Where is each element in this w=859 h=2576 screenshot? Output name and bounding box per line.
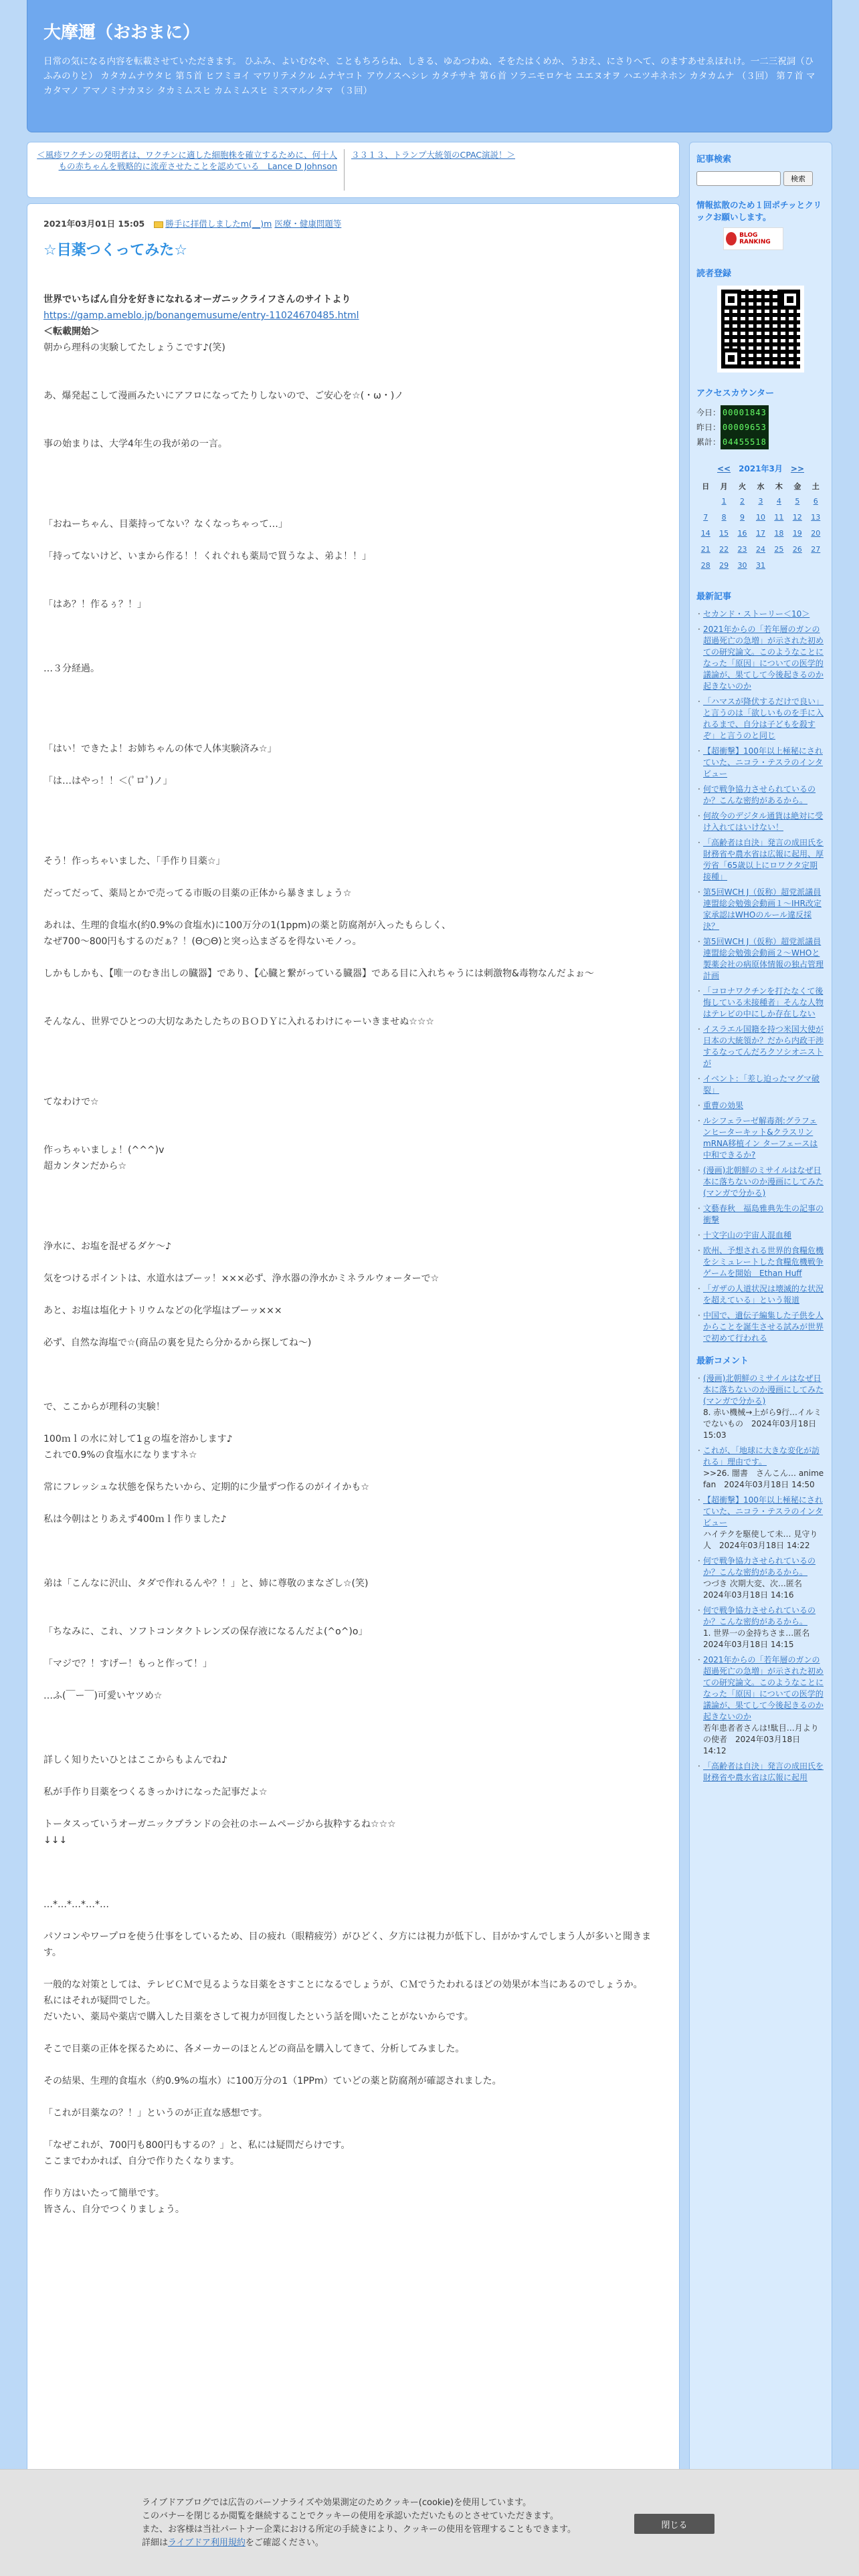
recent-comments bbox=[696, 1373, 825, 1784]
article-paragraph bbox=[43, 1913, 663, 1929]
calendar-day[interactable]: 17 bbox=[755, 528, 765, 538]
article-paragraph bbox=[43, 532, 663, 548]
calendar-day bbox=[770, 557, 788, 573]
article-paragraph: そんなん、世界でひとつの大切なあたしたちのＢＯＤＹに入れるわけにゃーいきませぬ☆☆☆ bbox=[43, 1016, 434, 1027]
recent-article-link[interactable]: 【超衝撃】100年以上極秘にされていた、ニコラ・テスラのインタビュー bbox=[703, 746, 824, 778]
article-paragraph: 必ず、自然な海塩で☆(商品の裏を見たら分かるから探してね〜) bbox=[43, 1337, 312, 1348]
calendar-next-link[interactable]: >> bbox=[790, 464, 804, 473]
list-item bbox=[696, 1100, 825, 1111]
article-paragraph: で、ここからが理科の実験！ bbox=[43, 1402, 165, 1412]
article-paragraph bbox=[43, 1190, 663, 1206]
article-paragraph: 世界でいちばん自分を好きになれるオーガニックライフさんのサイトより bbox=[43, 294, 351, 305]
article-paragraph bbox=[43, 2169, 663, 2185]
calendar-prev-link[interactable]: << bbox=[717, 464, 731, 473]
article-paragraph bbox=[43, 821, 663, 837]
calendar-day[interactable]: 21 bbox=[700, 544, 710, 554]
calendar-day[interactable]: 20 bbox=[811, 528, 821, 538]
article-paragraph: 事の始まりは、大学4年生の我が弟の一言。 bbox=[43, 439, 227, 449]
calendar-weekday: 木 bbox=[775, 482, 783, 491]
search-button[interactable]: 検索 bbox=[783, 171, 813, 186]
article-paragraph bbox=[43, 1222, 663, 1239]
article-paragraph: 「ちなみに、これ、ソフトコンタクトレンズの保存液になるんだよ(^o^)o」 bbox=[43, 1626, 368, 1637]
comments-heading: 最新コメント bbox=[696, 1356, 749, 1366]
article-meta bbox=[43, 217, 663, 229]
article-paragraph bbox=[43, 1078, 663, 1094]
article-paragraph bbox=[43, 725, 663, 741]
article-paragraph: 「おねーちゃん、目薬持ってない？なくなっちゃって…」 bbox=[43, 519, 288, 530]
article-paragraph bbox=[43, 1463, 663, 1479]
blog-description: 日常の気になる内容を転載させていただきます。 ひふみ、よいむなや、こともちろらね、しきる、ゆゐつわぬ、そをたはくめか、うおえ、にさりへて、のますあせゑほれけ。一二三祝詞（ひふみのりと） カタカムナウタヒ 第５首 ヒフミヨイ マワリテメクル ムナヤコト アウノスヘシレ カタチサキ 第６首 ソラニモロケセ ユエヌオヲ ハエツヰネホン カタカムナ （３回） 第７首 マカタマノ アマノミナカヌシ タカミムスヒ カムミムスヒ ミスマルノタマ （３回） bbox=[43, 56, 816, 96]
comment-meta: ハイテクを駆使して未… 見守り人 2024年03月18日 14:22 bbox=[703, 1529, 818, 1550]
article-paragraph bbox=[43, 1319, 663, 1335]
cookie-close-button[interactable]: 閉じる bbox=[634, 2514, 714, 2534]
access-counter bbox=[696, 405, 825, 449]
sidebar bbox=[689, 142, 832, 2576]
article-paragraph bbox=[43, 1255, 663, 1271]
comment-article-link[interactable]: これが、「地球に大きな変化が訪れる」理由です。 bbox=[703, 1446, 820, 1467]
calendar-day[interactable]: 8 bbox=[721, 512, 727, 522]
calendar-weekday: 水 bbox=[757, 482, 765, 491]
article-paragraph: 一般的な対策としては、テレビＣＭで見るような目薬をさすことになるでしょうが、ＣＭでうたわれるほどの効果が本当にあるのでしょうか。 bbox=[43, 1979, 643, 1990]
article-paragraph: パソコンやワープロを使う仕事をしているため、目の疲れ（眼精疲労）がひどく、夕方には視力が低下し、目がかすんでしまう人が多いと聞きます。 bbox=[43, 1931, 652, 1958]
comment-meta: つづき 次期大変、次…匿名 2024年03月18日 14:16 bbox=[703, 1579, 810, 1600]
article-paragraph bbox=[43, 789, 663, 805]
recent-article-link[interactable]: 第5回WCH J（仮称）超党派議員連盟総会勉強会動画２〜WHOと製薬会社の病原体情報の独占管理計画 bbox=[703, 937, 824, 980]
article-paragraph bbox=[43, 468, 663, 484]
article-paragraph: 「は…はやっ！！＜(ﾟロﾟ)ノ」 bbox=[43, 776, 173, 786]
list-item bbox=[696, 936, 825, 982]
category-link[interactable]: 勝手に拝借しましたm(__)m bbox=[165, 219, 272, 229]
article-paragraph bbox=[43, 757, 663, 773]
article-paragraph: 皆さん、自分でつくりましょう。 bbox=[43, 2204, 185, 2215]
article-paragraph bbox=[43, 1881, 663, 1897]
counter-row bbox=[696, 420, 825, 435]
article-paragraph: ここまでわかれば、自分で作りたくなります。 bbox=[43, 2156, 240, 2167]
list-item bbox=[696, 746, 825, 780]
calendar-day[interactable]: 2 bbox=[740, 496, 745, 506]
cookie-text-line: このバナーを閉じるか閲覧を継続することでクッキーの使用を承認いただいたものとさせていただきます。 bbox=[142, 2511, 559, 2521]
article-paragraph: 私にはそれが疑問でした。 bbox=[43, 1996, 156, 2006]
counter-row bbox=[696, 435, 825, 449]
article-paragraph bbox=[43, 1527, 663, 1543]
list-item bbox=[696, 1073, 825, 1096]
article-paragraph bbox=[43, 1736, 663, 1752]
calendar-day[interactable]: 26 bbox=[792, 544, 802, 554]
comment-article-link[interactable]: 「高齢者は自決」発言の成田氏を財務省や農水省は広報に起用 bbox=[703, 1761, 824, 1782]
article-paragraph bbox=[43, 1848, 663, 1864]
calendar-day bbox=[696, 493, 714, 509]
article-paragraph: てなわけで☆ bbox=[43, 1097, 99, 1107]
article-paragraph bbox=[43, 645, 663, 661]
list-item bbox=[696, 1203, 825, 1226]
article-paragraph bbox=[43, 1592, 663, 1608]
list-item bbox=[696, 1024, 825, 1069]
article-paragraph bbox=[43, 484, 663, 500]
calendar-day bbox=[788, 557, 806, 573]
calendar-day[interactable]: 30 bbox=[737, 560, 747, 570]
recent-article-link[interactable]: 「コロナワクチンを打たなくて後悔している未接種者」そんな人物はテレビの中にしか存在しない bbox=[703, 986, 824, 1018]
list-item bbox=[696, 1115, 825, 1161]
calendar-weekday: 日 bbox=[702, 482, 710, 491]
recent-article-link[interactable]: 「高齢者は自決」発言の成田氏を財務省や農水省は広報に起用、厚労省「65歳以上にロワクタ定期接種」 bbox=[703, 838, 824, 881]
qr-code-icon[interactable] bbox=[717, 286, 804, 372]
counter-label: 昨日： bbox=[696, 423, 721, 432]
article-paragraph: …３分経過。 bbox=[43, 663, 100, 674]
recent-article-link[interactable]: 文藝春秋 福島雅典先生の記事の衝撃 bbox=[703, 1204, 824, 1224]
article-paragraph bbox=[43, 837, 663, 853]
calendar-day[interactable]: 12 bbox=[792, 512, 802, 522]
article-paragraph: ＜転載開始＞ bbox=[43, 326, 100, 337]
article-paragraph bbox=[43, 998, 663, 1014]
comment-meta: >>26. 闇書 さんこん… anime fan 2024年03月18日 14:50 bbox=[703, 1469, 824, 1489]
calendar-weekday: 土 bbox=[812, 482, 820, 491]
calendar-day[interactable]: 1 bbox=[721, 496, 727, 506]
article-paragraph bbox=[43, 1800, 663, 1816]
category-link[interactable]: 医療・健康問題等 bbox=[274, 219, 342, 229]
article-paragraph: 「マジで？！すげー！もっと作って！」 bbox=[43, 1658, 212, 1669]
calendar-day[interactable]: 29 bbox=[719, 560, 729, 570]
search-input[interactable] bbox=[696, 171, 781, 186]
counter-row bbox=[696, 405, 825, 420]
article-date: 2021年03月01日 15:05 bbox=[43, 219, 145, 229]
recent-articles bbox=[696, 609, 825, 1344]
comment-meta: 1. 世界一の金持ちさま…匿名 2024年03月18日 14:15 bbox=[703, 1628, 818, 1649]
article-title[interactable]: ☆目薬つくってみた☆ bbox=[43, 242, 188, 259]
calendar-weekday: 月 bbox=[720, 482, 728, 491]
article-paragraph: 作っちゃいましょ！(^^^)v bbox=[43, 1145, 165, 1156]
article-paragraph: 気をつけるポイントは、水道水はブーッ！×××必ず、浄水器の浄水かミネラルウォーターで☆ bbox=[43, 1273, 440, 1284]
article-paragraph bbox=[43, 1415, 663, 1431]
article-paragraph bbox=[43, 1287, 663, 1303]
calendar-day[interactable]: 19 bbox=[792, 528, 802, 538]
article-paragraph: ↓↓↓ bbox=[43, 1835, 68, 1846]
terms-link[interactable]: ライブドア利用規約 bbox=[168, 2538, 246, 2548]
article-paragraph bbox=[43, 1046, 663, 1062]
recent-article-link[interactable]: 第5回WCH J（仮称）超党派議員連盟総会勉強会動画１〜IHR改定家承認はWHOのルール違反採決？ bbox=[703, 887, 822, 931]
comment-meta: 若年患者者さんは!駄目…月よりの使者 2024年03月18日 14:12 bbox=[703, 1723, 819, 1755]
article-paragraph: 作り方はいたって簡単です。 bbox=[43, 2188, 165, 2199]
blog-header bbox=[27, 0, 832, 132]
article-paragraph: 「はい！できたよ！お姉ちゃんの体で人体実験済み☆」 bbox=[43, 744, 277, 754]
article-paragraph bbox=[43, 1704, 663, 1720]
cookie-text-line: をご確認ください。 bbox=[245, 2538, 324, 2548]
calendar-day[interactable]: 15 bbox=[719, 528, 729, 538]
article-paragraph bbox=[43, 869, 663, 885]
article-paragraph bbox=[43, 901, 663, 918]
recent-article-link[interactable]: 何で戦争協力させられているのか？こんな密約があるから。 bbox=[703, 784, 816, 805]
recent-article-link[interactable]: 2021年からの「若年層のガンの超過死亡の急増」が示された初めての研究論文。このようなことになった「原因」についての医学的議論が、果てして今後起きるのか起きないのか bbox=[703, 625, 824, 691]
recent-article-link[interactable]: ルシフェラーゼ解毒剤:グラフェンヒーターキット&クラスリンmRNA移植イン ターフェースは中和できるか? bbox=[703, 1116, 818, 1160]
reader-heading: 読者登録 bbox=[696, 269, 732, 279]
article-paragraph: トータスっていうオーガニックブランドの会社のホームページから抜粋するね☆☆☆ bbox=[43, 1819, 396, 1830]
article-paragraph: 朝から理科の実験してたしょうこです♪(笑) bbox=[43, 342, 225, 353]
article-paragraph bbox=[43, 1608, 663, 1624]
cookie-text bbox=[142, 2496, 597, 2550]
counter-value: 00001843 bbox=[721, 405, 769, 420]
article-paragraph: 浄水に、お塩を混ぜるダケ〜♪ bbox=[43, 1241, 171, 1252]
article-paragraph: そう！作っちゃいました、「手作り目薬☆」 bbox=[43, 856, 225, 867]
next-article-link[interactable]: ３３１３、トランプ大統領のCPAC演説！＞ bbox=[351, 150, 516, 160]
list-item bbox=[696, 887, 825, 932]
article-paragraph: あと、お塩は塩化ナトリウムなどの化学塩はブーッ××× bbox=[43, 1305, 282, 1316]
list-item bbox=[696, 1230, 825, 1241]
calendar-day[interactable]: 23 bbox=[737, 544, 747, 554]
article-paragraph: 私が手作り目薬をつくるきっかけになった記事だよ☆ bbox=[43, 1787, 268, 1798]
article-paragraph: …*…*…*…*… bbox=[43, 1899, 109, 1910]
calendar-day[interactable]: 13 bbox=[811, 512, 821, 522]
list-item bbox=[696, 986, 825, 1020]
article-paragraph: …ふ(￣ー￣)可愛いヤツめ☆ bbox=[43, 1691, 163, 1701]
article-paragraph bbox=[43, 1672, 663, 1688]
article-paragraph bbox=[43, 677, 663, 693]
article-paragraph: なぜ700〜800円もするのだぁ？！(Θ○Θ)と突っ込まざるを得ないモノっ。 bbox=[43, 936, 362, 947]
list-item bbox=[696, 1605, 825, 1650]
article-paragraph bbox=[43, 1560, 663, 1576]
comment-article-link[interactable]: 2021年からの「若年層のガンの超過死亡の急増」が示された初めての研究論文。このようなことになった「原因」についての医学的議論が、果てして今後起きるのか起きないのか bbox=[703, 1655, 824, 1721]
recent-article-link[interactable]: (漫画)北朝鮮のミサイルはなぜ日本に落ちないのか漫画にしてみた(マンガで分かる) bbox=[703, 1166, 824, 1198]
article-paragraph bbox=[43, 693, 663, 709]
comment-article-link[interactable]: (漫画)北朝鮮のミサイルはなぜ日本に落ちないのか漫画にしてみた(マンガで分かる) bbox=[703, 1374, 824, 1406]
article-paragraph bbox=[43, 500, 663, 516]
list-item bbox=[696, 1555, 825, 1601]
article-nav bbox=[27, 142, 680, 198]
counter-value: 04455518 bbox=[721, 435, 769, 449]
article-paragraph bbox=[43, 613, 663, 629]
article-paragraph: 「なぜこれが、700円も800円もするの？」と、私には疑問だらけです。 bbox=[43, 2140, 351, 2151]
article-paragraph bbox=[43, 1543, 663, 1560]
list-item bbox=[696, 1283, 825, 1306]
article-paragraph bbox=[43, 1110, 663, 1126]
cookie-text-line: 詳細は bbox=[142, 2538, 169, 2548]
search-box bbox=[696, 171, 825, 186]
article-paragraph bbox=[43, 1030, 663, 1046]
article-paragraph: その結果、生理的食塩水（約0.9%の塩水）に100万分の1（1PPm）ていどの薬と防腐剤が確認されました。 bbox=[43, 2076, 502, 2086]
calendar bbox=[696, 463, 825, 573]
ranking-label: BLOG RANKING bbox=[739, 232, 771, 245]
article-paragraph bbox=[43, 1174, 663, 1190]
recent-article-link[interactable]: 「ハマスが降伏するだけで良い」と言うのは「欲しいものを手に入れるまで、自分は子どもを殺すぞ」と言うのと同じ bbox=[703, 697, 824, 740]
article-paragraph: しかもしかも、【唯一のむき出しの臓器】であり、【心臓と繋がっている臓器】である目に入れちゃうには刺激物&毒物なんだよぉ〜 bbox=[43, 968, 594, 979]
article-paragraph: あれは、生理的食塩水(約0.9%の食塩水)に100万分の1(1ppm)の薬と防腐剤が入ったもらしく、 bbox=[43, 920, 452, 931]
article-paragraph bbox=[43, 356, 663, 372]
article-paragraph: 「はあ？！作るぅ？！」 bbox=[43, 599, 147, 610]
ranking-logo-icon bbox=[726, 232, 737, 245]
list-item bbox=[696, 784, 825, 807]
article-paragraph bbox=[43, 2057, 663, 2073]
article-paragraph bbox=[43, 1062, 663, 1078]
recent-article-link[interactable]: 「ガザの人道状況は壊滅的な状況を超えている」という報道 bbox=[703, 1284, 824, 1305]
list-item bbox=[696, 609, 825, 620]
article-paragraph bbox=[43, 805, 663, 821]
article-paragraph bbox=[43, 2025, 663, 2041]
article-paragraph bbox=[43, 982, 663, 998]
calendar-day[interactable]: 3 bbox=[758, 496, 763, 506]
recent-article-link[interactable]: 何故今のデジタル通貨は絶対に受け入れてはいけない！ bbox=[703, 811, 824, 832]
recent-article-link[interactable]: 欧州、予想される世界的食糧危機をシミュレートした食糧危機戦争ゲームを開始 Ethan Huff bbox=[703, 1246, 824, 1278]
cookie-text-line: ライブドアブログでは広告のパーソナライズや効果測定のためクッキー(cookie)を使用しています。 bbox=[142, 2498, 532, 2508]
article-paragraph bbox=[43, 1383, 663, 1399]
article bbox=[27, 203, 680, 2576]
access-heading: アクセスカウンター bbox=[696, 389, 775, 399]
article-paragraph bbox=[43, 452, 663, 468]
calendar-day[interactable]: 11 bbox=[774, 512, 784, 522]
comment-article-link[interactable]: 何で戦争協力させられているのか？こんな密約があるから。 bbox=[703, 1556, 816, 1577]
article-paragraph: あ、爆発起こして漫画みたいにアフロになってたりしないので、ご安心を☆(・ω・)ノ bbox=[43, 391, 404, 401]
source-link[interactable]: https://gamp.ameblo.jp/bonangemusume/entry-11024670485.html bbox=[43, 310, 359, 321]
list-item bbox=[696, 1654, 825, 1757]
article-paragraph bbox=[43, 404, 663, 420]
article-paragraph bbox=[43, 1367, 663, 1383]
calendar-month: 2021年3月 bbox=[739, 464, 783, 473]
calendar-day[interactable]: 16 bbox=[737, 528, 747, 538]
calendar-day[interactable]: 28 bbox=[700, 560, 710, 570]
list-item bbox=[696, 837, 825, 883]
article-paragraph bbox=[43, 1495, 663, 1511]
article-paragraph bbox=[43, 1864, 663, 1881]
calendar-day[interactable]: 9 bbox=[740, 512, 745, 522]
calendar-day[interactable]: 5 bbox=[795, 496, 800, 506]
comment-meta: 8. 赤い機械→上がら9行…イルミでないもの 2024年03月18日 15:03 bbox=[703, 1408, 822, 1440]
calendar-day[interactable]: 22 bbox=[719, 544, 729, 554]
search-heading: 記事検索 bbox=[696, 154, 732, 165]
article-paragraph bbox=[43, 1720, 663, 1736]
article-paragraph: そこで目薬の正体を探るために、各メーカーのほとんどの商品を購入してきて、分析してみました。 bbox=[43, 2044, 465, 2054]
calendar-weekday: 火 bbox=[739, 482, 747, 491]
article-paragraph bbox=[43, 372, 663, 388]
calendar-day[interactable]: 24 bbox=[755, 544, 765, 554]
recent-article-link[interactable]: 重曹の効果 bbox=[703, 1101, 744, 1110]
article-paragraph bbox=[43, 580, 663, 597]
list-item bbox=[696, 811, 825, 833]
article-paragraph bbox=[43, 629, 663, 645]
cookie-banner bbox=[0, 2469, 859, 2576]
counter-value: 00009653 bbox=[721, 420, 769, 435]
article-paragraph bbox=[43, 564, 663, 580]
article-paragraph bbox=[43, 1206, 663, 1222]
prev-article-link[interactable]: ＜風疹ワクチンの発明者は、ワクチンに適した細胞株を確立するために、何十人もの赤ちゃんを戦略的に流産させたことを認めている Lance D Johnson bbox=[37, 150, 337, 171]
article-body bbox=[43, 292, 663, 2218]
counter-label: 今日： bbox=[696, 408, 721, 417]
calendar-day[interactable]: 18 bbox=[774, 528, 784, 538]
list-item bbox=[696, 1165, 825, 1199]
article-paragraph bbox=[43, 2089, 663, 2105]
article-paragraph: 私は今朝はとりあえず400ｍｌ作りました♪ bbox=[43, 1514, 227, 1525]
list-item bbox=[696, 624, 825, 692]
blog-title[interactable]: 大摩邇（おおまに） bbox=[43, 23, 201, 43]
calendar-day[interactable]: 10 bbox=[755, 512, 765, 522]
article-paragraph bbox=[43, 1351, 663, 1367]
calendar-day[interactable]: 7 bbox=[703, 512, 708, 522]
cookie-text-line: また、お客様は当社パートナー企業における所定の手続きにより、クッキーの使用を管理することもできます。 bbox=[142, 2525, 576, 2535]
recent-article-link[interactable]: イベント：「差し迫ったマグマ破裂」 bbox=[703, 1074, 820, 1095]
list-item bbox=[696, 1310, 825, 1344]
main-column bbox=[27, 142, 680, 2576]
calendar-day[interactable]: 31 bbox=[755, 560, 765, 570]
article-paragraph bbox=[43, 1961, 663, 1977]
calendar-day bbox=[807, 557, 825, 573]
article-paragraph bbox=[43, 709, 663, 725]
article-paragraph: 「持ってないけど、いまから作る！！くれぐれも薬局で買うなよ、弟よ！！」 bbox=[43, 551, 371, 562]
recent-article-link[interactable]: イスラエル国籍を持つ米国大使が日本の大統領か？だから内政干渉するなってんだろクソシオニストが bbox=[703, 1025, 824, 1068]
article-paragraph bbox=[43, 1126, 663, 1142]
list-item bbox=[696, 1495, 825, 1551]
ranking-prompt: 情報拡散のため１回ポチッとクリックお願いします。 bbox=[696, 200, 822, 222]
folder-icon bbox=[154, 221, 163, 228]
article-paragraph: 100ｍｌの水に対して1ｇの塩を溶かします♪ bbox=[43, 1434, 233, 1444]
comment-article-link[interactable]: 【超衝撃】100年以上極秘にされていた、ニコラ・テスラのインタビュー bbox=[703, 1495, 824, 1527]
article-paragraph: だいたい、薬局や薬店で購入した目薬をさして視力が回復したという話を聞いたことがないからです。 bbox=[43, 2012, 474, 2022]
comment-article-link[interactable]: 何で戦争協力させられているのか？こんな密約があるから。 bbox=[703, 1606, 816, 1626]
list-item bbox=[696, 696, 825, 742]
article-paragraph: 「これが目薬なの？！」というのが正直な感想です。 bbox=[43, 2108, 268, 2119]
recent-article-link[interactable]: 十文字山の宇宙人混血種 bbox=[703, 1230, 792, 1240]
calendar-weekday: 金 bbox=[793, 482, 801, 491]
article-paragraph: 常にフレッシュな状態を保ちたいから、定期的に少量ずつ作るのがイイかも☆ bbox=[43, 1482, 369, 1493]
article-paragraph bbox=[43, 1640, 663, 1656]
article-paragraph bbox=[43, 2121, 663, 2137]
calendar-day[interactable]: 25 bbox=[774, 544, 784, 554]
article-paragraph: これで0.9%の食塩水になりますネ☆ bbox=[43, 1450, 197, 1461]
article-paragraph: 詳しく知りたいひとはここからもよんでね♪ bbox=[43, 1755, 227, 1765]
counter-label: 累計： bbox=[696, 437, 721, 447]
calendar-table bbox=[696, 479, 825, 573]
article-paragraph bbox=[43, 950, 663, 966]
calendar-day[interactable]: 6 bbox=[813, 496, 818, 506]
recent-article-link[interactable]: セカンド・ストーリー＜10＞ bbox=[703, 609, 810, 619]
list-item bbox=[696, 1245, 825, 1279]
calendar-day[interactable]: 4 bbox=[776, 496, 781, 506]
list-item bbox=[696, 1373, 825, 1441]
list-item bbox=[696, 1761, 825, 1784]
recent-article-link[interactable]: 中国で、遺伝子編集した子供を人からことを誕生させる試みが世界で初めて行われる bbox=[703, 1311, 824, 1343]
calendar-day[interactable]: 27 bbox=[811, 544, 821, 554]
calendar-day[interactable]: 14 bbox=[700, 528, 710, 538]
article-paragraph bbox=[43, 420, 663, 436]
list-item bbox=[696, 1445, 825, 1491]
article-paragraph: だってだって、薬局とかで売ってる市販の目薬の正体から暴きましょう☆ bbox=[43, 888, 352, 899]
blog-ranking-banner[interactable] bbox=[723, 227, 783, 250]
article-paragraph: 弟は「こんなに沢山、タダで作れるんや？！」と、姉に尊敬のまなざし☆(笑) bbox=[43, 1578, 369, 1589]
article-paragraph bbox=[43, 1768, 663, 1784]
article-paragraph: 超カンタンだから☆ bbox=[43, 1161, 126, 1172]
recent-heading: 最新記事 bbox=[696, 592, 732, 602]
